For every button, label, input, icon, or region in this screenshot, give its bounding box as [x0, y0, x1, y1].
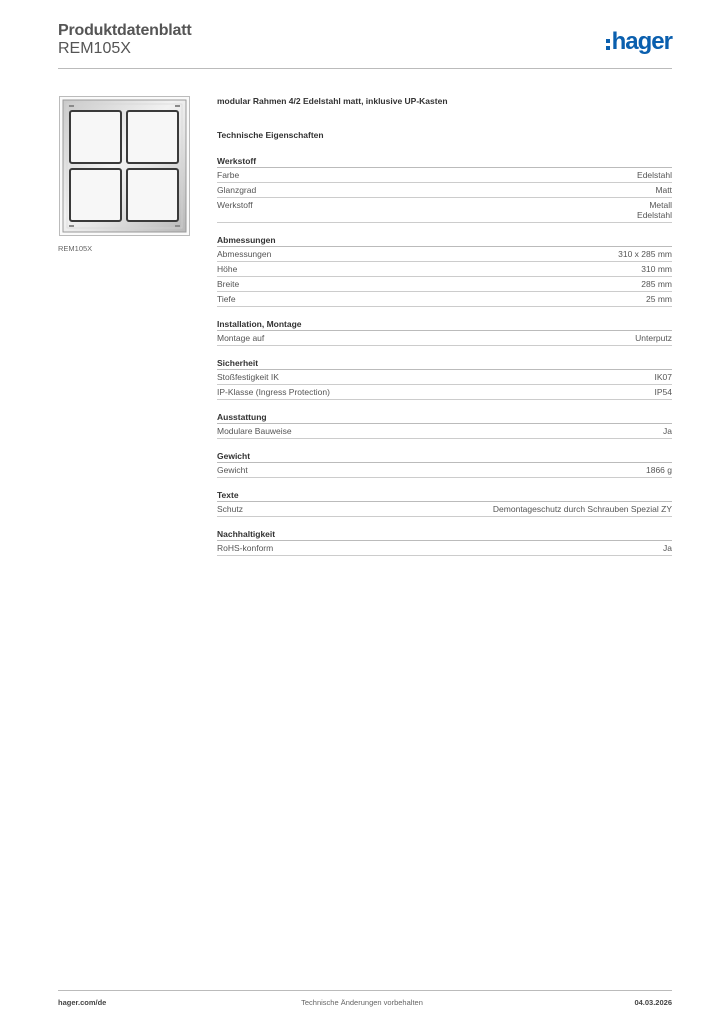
- spec-value-line: 1866 g: [646, 465, 672, 475]
- spec-row: [217, 424, 672, 439]
- spec-group: [217, 156, 672, 223]
- spec-value-line: IP54: [654, 387, 672, 397]
- spec-row: [217, 183, 672, 198]
- spec-value-line: 310 x 285 mm: [618, 249, 672, 259]
- spec-value: [637, 170, 672, 180]
- spec-group: [217, 490, 672, 517]
- frame-illustration-icon: [60, 97, 189, 235]
- spec-label: Breite: [217, 279, 240, 289]
- spec-group-title: Abmessungen: [217, 235, 672, 247]
- product-description: modular Rahmen 4/2 Edelstahl matt, inklusive UP-Kasten: [217, 96, 448, 106]
- spec-value-line: 285 mm: [641, 279, 672, 289]
- hager-logo: [606, 28, 672, 56]
- spec-value-line: Ja: [663, 426, 672, 436]
- spec-value: [655, 372, 673, 382]
- spec-value: [663, 426, 672, 436]
- footer-divider: [58, 990, 672, 991]
- spec-value: [618, 249, 672, 259]
- page-header: [58, 22, 672, 68]
- spec-value: [646, 294, 672, 304]
- spec-value: [635, 333, 672, 343]
- spec-value-line: Matt: [655, 185, 672, 195]
- spec-row: [217, 277, 672, 292]
- spec-label: Tiefe: [217, 294, 236, 304]
- spec-value-line: 25 mm: [646, 294, 672, 304]
- header-divider: [58, 68, 672, 69]
- spec-row: [217, 463, 672, 478]
- spec-label: Stoßfestigkeit IK: [217, 372, 279, 382]
- section-heading: Technische Eigenschaften: [217, 130, 324, 140]
- spec-group: [217, 529, 672, 556]
- spec-value: [655, 387, 673, 397]
- spec-groups: [217, 156, 672, 556]
- spec-value-line: Demontageschutz durch Schrauben Spezial ZY: [492, 504, 672, 514]
- spec-label: Farbe: [217, 170, 240, 180]
- spec-group-title: Installation, Montage: [217, 319, 672, 331]
- spec-row: [217, 502, 672, 517]
- spec-value-line: Edelstahl: [637, 210, 672, 220]
- spec-value-line: Metall: [649, 200, 672, 210]
- spec-label: Modulare Bauweise: [217, 426, 292, 436]
- spec-content: [217, 96, 672, 556]
- spec-value: [655, 185, 672, 195]
- spec-row: [217, 168, 672, 183]
- spec-group-title: Werkstoff: [217, 156, 672, 168]
- spec-value: [493, 504, 672, 514]
- logo-dots-icon: [606, 39, 610, 50]
- spec-label: Glanzgrad: [217, 185, 257, 195]
- product-image: [59, 96, 190, 236]
- spec-label: IP-Klasse (Ingress Protection): [217, 387, 330, 397]
- spec-label: Montage auf: [217, 333, 265, 343]
- footer-disclaimer: Technische Änderungen vorbehalten: [301, 998, 423, 1007]
- spec-value-line: 310 mm: [641, 264, 672, 274]
- logo-wordmark: hager: [611, 28, 672, 55]
- spec-value: [646, 465, 672, 475]
- spec-row: [217, 292, 672, 307]
- spec-value: [641, 279, 672, 289]
- footer-date: 04.03.2026: [634, 998, 672, 1007]
- spec-value-line: Unterputz: [635, 333, 672, 343]
- spec-group: [217, 412, 672, 439]
- spec-group-title: Nachhaltigkeit: [217, 529, 672, 541]
- spec-row: [217, 385, 672, 400]
- spec-group-title: Texte: [217, 490, 672, 502]
- spec-row: [217, 370, 672, 385]
- spec-label: Abmessungen: [217, 249, 272, 259]
- document-title: Produktdatenblatt: [58, 22, 192, 39]
- spec-value-line: Edelstahl: [637, 170, 672, 180]
- spec-row: [217, 198, 672, 223]
- footer-website: hager.com/de: [58, 998, 107, 1007]
- spec-label: Gewicht: [217, 465, 248, 475]
- spec-group: [217, 358, 672, 400]
- spec-row: [217, 331, 672, 346]
- spec-group-title: Ausstattung: [217, 412, 672, 424]
- spec-row: [217, 541, 672, 556]
- spec-group-title: Sicherheit: [217, 358, 672, 370]
- spec-label: Werkstoff: [217, 200, 253, 210]
- spec-group: [217, 319, 672, 346]
- spec-label: RoHS-konform: [217, 543, 274, 553]
- spec-group: [217, 451, 672, 478]
- product-code: REM105X: [58, 40, 131, 57]
- spec-group: [217, 235, 672, 307]
- spec-value: [641, 264, 672, 274]
- spec-label: Schutz: [217, 504, 243, 514]
- spec-value: [663, 543, 672, 553]
- spec-row: [217, 247, 672, 262]
- spec-value-line: IK07: [654, 372, 672, 382]
- spec-label: Höhe: [217, 264, 238, 274]
- spec-row: [217, 262, 672, 277]
- spec-value: [637, 200, 672, 220]
- image-caption: REM105X: [58, 244, 93, 253]
- spec-value-line: Ja: [663, 543, 672, 553]
- spec-group-title: Gewicht: [217, 451, 672, 463]
